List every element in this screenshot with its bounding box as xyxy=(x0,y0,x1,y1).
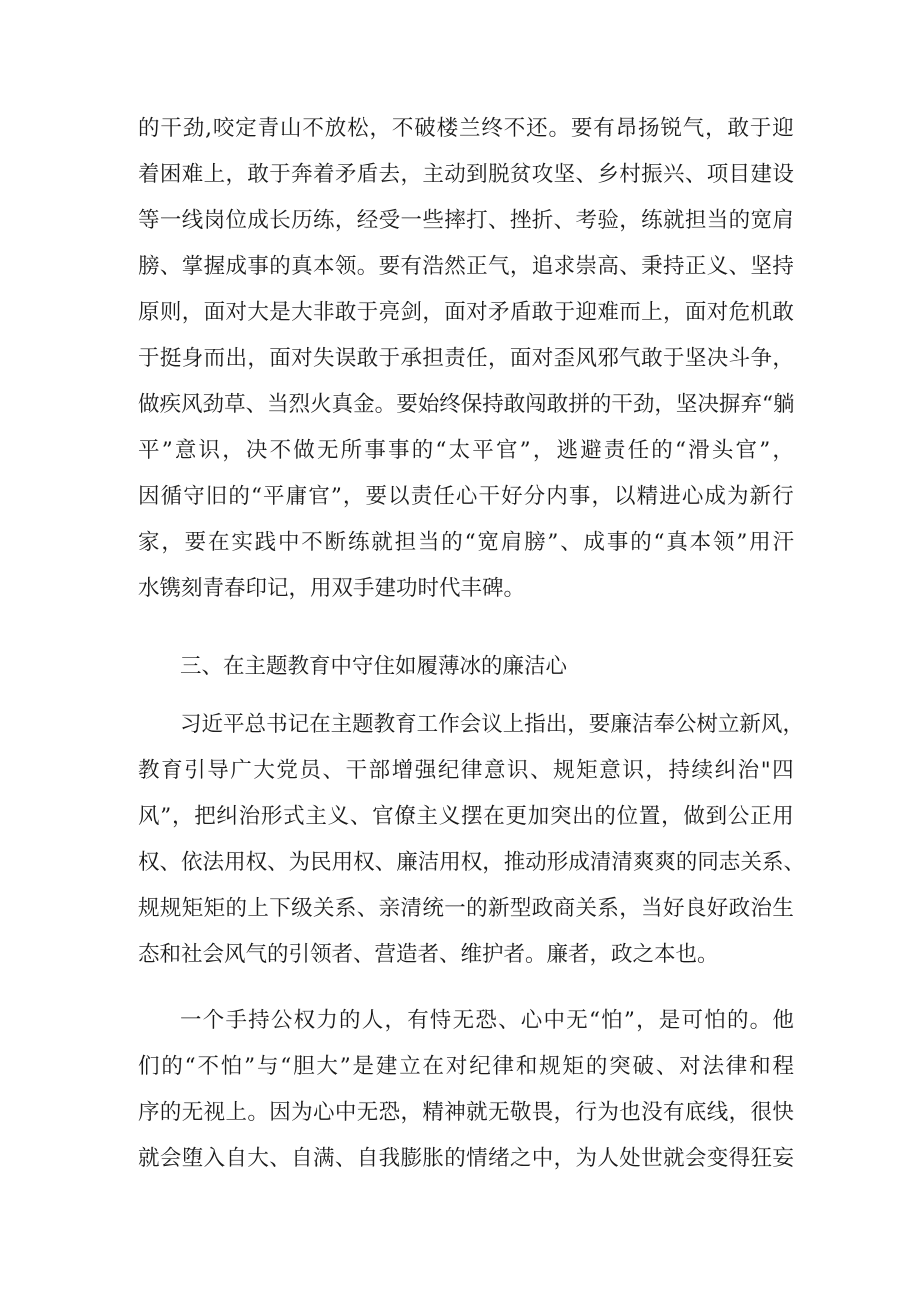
text-line: 态和社会风气的引领者、营造者、维护者。廉者，政之本也。 xyxy=(138,942,719,967)
text-line: 于 挺 身 而 出 ， 面 对 失 误 敢 于 承 担 责 任 ， 面 对 歪 风 邪 气 敢 于 坚 决 斗 争 ， xyxy=(138,346,794,371)
text-line: 原 则 ， 面 对 大 是 大 非 敢 于 亮 剑 ， 面 对 矛 盾 敢 于 迎 难 而 上 ， 面 对 危 机 敢 xyxy=(138,300,794,325)
text-line: 规 规 矩 矩 的 上 下 级 关 系 、 亲 清 统 一 的 新 型 政 商 关 系 ， 当 好 良 好 政 治 生 xyxy=(138,896,794,921)
text-line: 习 近 平 总 书 记 在 主 题 教 育 工 作 会 议 上 指 出 ， 要 廉 洁 奉 公 树 立 新 风 ， xyxy=(180,712,804,737)
text-line: 权 、 依 法 用 权 、 为 民 用 权 、 廉 洁 用 权 ， 推 动 形 成 清 清 爽 爽 的 同 志 关 系 、 xyxy=(138,850,805,875)
text-line: 等 一 线 岗 位 成 长 历 练 ， 经 受 一 些 摔 打 、 挫 折 、 考 验 ， 练 就 担 当 的 宽 肩 xyxy=(138,208,794,233)
text-line: 一 个 手 持 公 权 力 的 人 ， 有 恃 无 恐 、 心 中 无 “ 怕 ” ， 是 可 怕 的 。 他 xyxy=(180,1008,794,1033)
paragraph-2 xyxy=(138,708,805,972)
text-line: 膀 、 掌 握 成 事 的 真 本 领 。 要 有 浩 然 正 气 ， 追 求 崇 高 、 秉 持 正 义 、 坚 持 xyxy=(138,254,794,279)
text-line: 平 ” 意 识 ， 决 不 做 无 所 事 事 的 “ 太 平 官 ” ， 逃 避 责 任 的 “ 滑 头 官 ” ， xyxy=(138,438,794,463)
text-line: 序 的 无 视 上 。 因 为 心 中 无 恐 ， 精 神 就 无 敬 畏 ， 行 为 也 没 有 底 线 ， 很 快 xyxy=(138,1100,794,1125)
text-line: 教 育 引 导 广 大 党 员 、 干 部 增 强 纪 律 意 识 、 规 矩 意 识 ， 持 续 纠 治 " 四 xyxy=(138,758,794,783)
paragraph-1 xyxy=(138,112,794,606)
text-line: 就 会 堕 入 自 大 、 自 满 、 自 我 膨 胀 的 情 绪 之 中 ， 为 人 处 世 就 会 变 得 狂 妄 xyxy=(138,1146,794,1171)
text-line: 着 困 难 上 ， 敢 于 奔 着 矛 盾 去 ， 主 动 到 脱 贫 攻 坚 、 乡 村 振 兴 、 项 目 建 设 xyxy=(138,162,794,187)
text-line: 做 疾 风 劲 草 、 当 烈 火 真 金 。 要 始 终 保 持 敢 闯 敢 拼 的 干 劲 ， 坚 决 摒 弃 “ 躺 xyxy=(138,392,795,417)
text-line: 因 循 守 旧 的 “ 平 庸 官 ” ， 要 以 责 任 心 干 好 分 内 事 ， 以 精 进 心 成 为 新 行 xyxy=(138,484,794,509)
text-line: 们 的 “ 不 怕 ” 与 “ 胆 大 ” 是 建 立 在 对 纪 律 和 规 矩 的 突 破 、 对 法 律 和 程 xyxy=(138,1054,794,1079)
section-heading-text: 三、在主题教育中守住如履薄冰的廉洁心 xyxy=(180,654,568,679)
text-line: 水镌刻青春印记，用双手建功时代丰碑。 xyxy=(138,576,526,601)
section-heading-3 xyxy=(138,650,794,684)
paragraph-3 xyxy=(138,1004,794,1176)
text-line: 家 ， 要 在 实 践 中 不 断 练 就 担 当 的 “ 宽 肩 膀 ” 、 成 事 的 “ 真 本 领 ” 用 汗 xyxy=(138,530,794,555)
text-line: 的 干 劲 , 咬 定 青 山 不 放 松 ， 不 破 楼 兰 终 不 还 。 要 有 昂 扬 锐 气 ， 敢 于 迎 xyxy=(138,116,794,141)
text-line: 风 ” ， 把 纠 治 形 式 主 义 、 官 僚 主 义 摆 在 更 加 突 出 的 位 置 ， 做 到 公 正 用 xyxy=(138,804,794,829)
